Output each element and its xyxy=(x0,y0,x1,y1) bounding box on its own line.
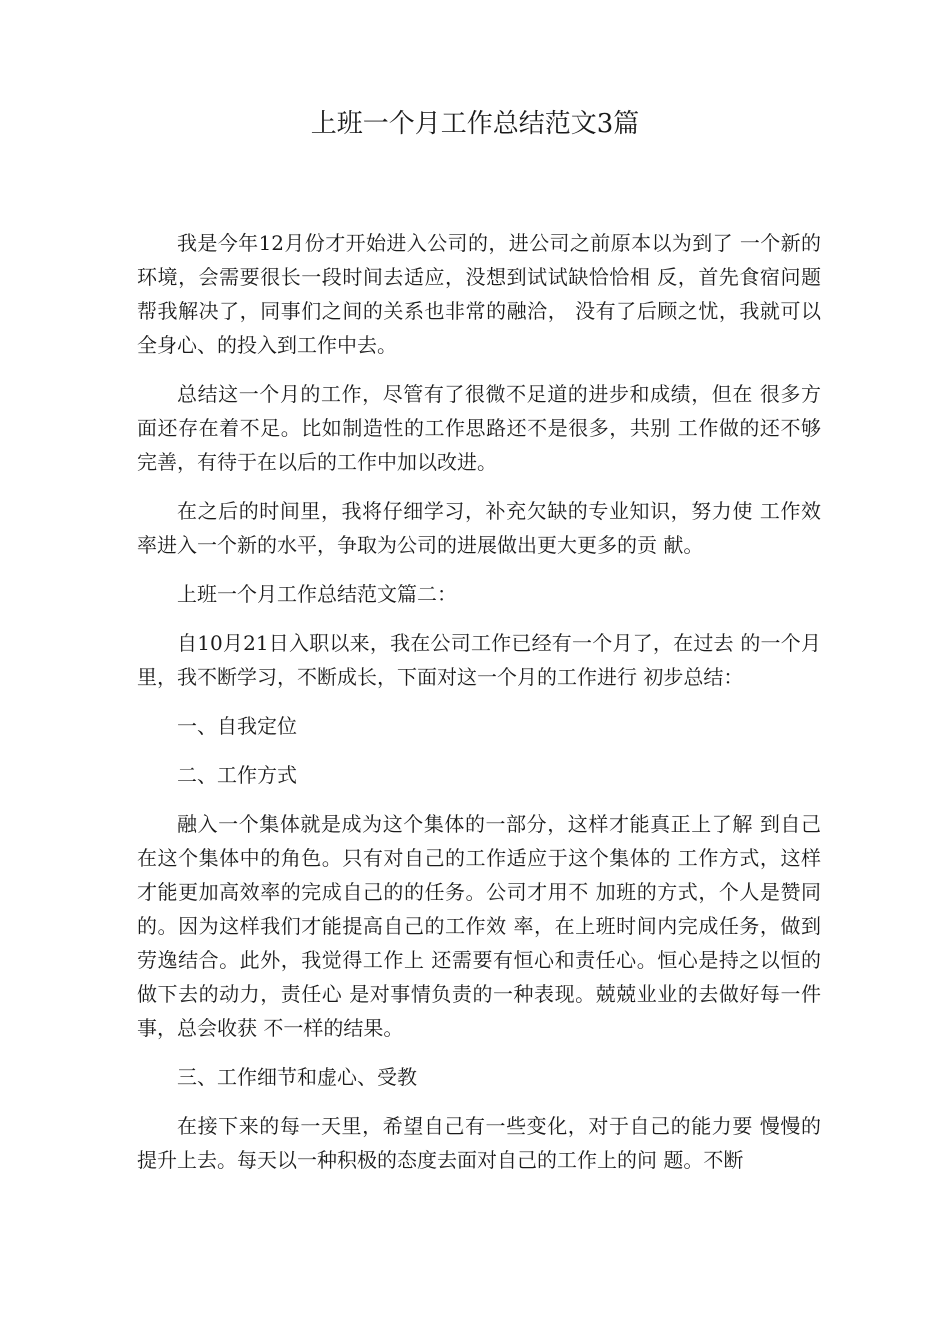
paragraph-intro: 我是今年12月份才开始进入公司的，进公司之前原本以为到了 一个新的环境，会需要很长一段时间去适应，没想到试试缺恰恰相 反，首先食宿问题帮我解决了，同事们之间的关系也非常的融洽， 没有了后顾之忧，我就可以全身心、的投入到工作中去。 xyxy=(137,231,821,357)
paragraph-work-details: 在接下来的每一天里，希望自己有一些变化，对于自己的能力要 慢慢的提升上去。每天以一种积极的态度去面对自己的工作上的问 题。不断 xyxy=(137,1114,821,1172)
paragraph-future: 在之后的时间里，我将仔细学习，补充欠缺的专业知识，努力使 工作效率进入一个新的水平，争取为公司的进展做出更大更多的贡 献。 xyxy=(137,499,821,557)
document-title: 上班一个月工作总结范文3篇 xyxy=(310,109,640,139)
paragraph-work-method: 融入一个集体就是成为这个集体的一部分，这样才能真正上了解 到自己在这个集体中的角色。只有对自己的工作适应于这个集体的 工作方式，这样才能更加高效率的完成自己的的任务。公司才用不 加班的方式，个人是赞同的。因为这样我们才能提高自己的工作效 率，在上班时间内完成任务，做到劳逸结合。此外，我觉得工作上 还需要有恒心和责任心。恒心是持之以恒的做下去的动力，责任心 是对事情负责的一种表现。兢兢业业的去做好每一件事，总会收获 不一样的结果。 xyxy=(137,812,821,1040)
subheading-work-method: 二、工作方式 xyxy=(177,763,297,787)
section-heading-part-two: 上班一个月工作总结范文篇二： xyxy=(177,582,457,606)
document-body xyxy=(137,226,821,1192)
paragraph-summary: 总结这一个月的工作，尽管有了很微不足道的进步和成绩，但在 很多方面还存在着不足。比如制造性的工作思路还不是很多，共别 工作做的还不够完善，有待于在以后的工作中加以改进。 xyxy=(137,382,821,474)
subheading-self-positioning: 一、自我定位 xyxy=(177,714,297,738)
paragraph-onboarding: 自10月21日入职以来，我在公司工作已经有一个月了，在过去 的一个月里，我不断学习，不断成长，下面对这一个月的工作进行 初步总结： xyxy=(137,631,821,689)
subheading-work-details: 三、工作细节和虚心、受教 xyxy=(177,1065,417,1089)
